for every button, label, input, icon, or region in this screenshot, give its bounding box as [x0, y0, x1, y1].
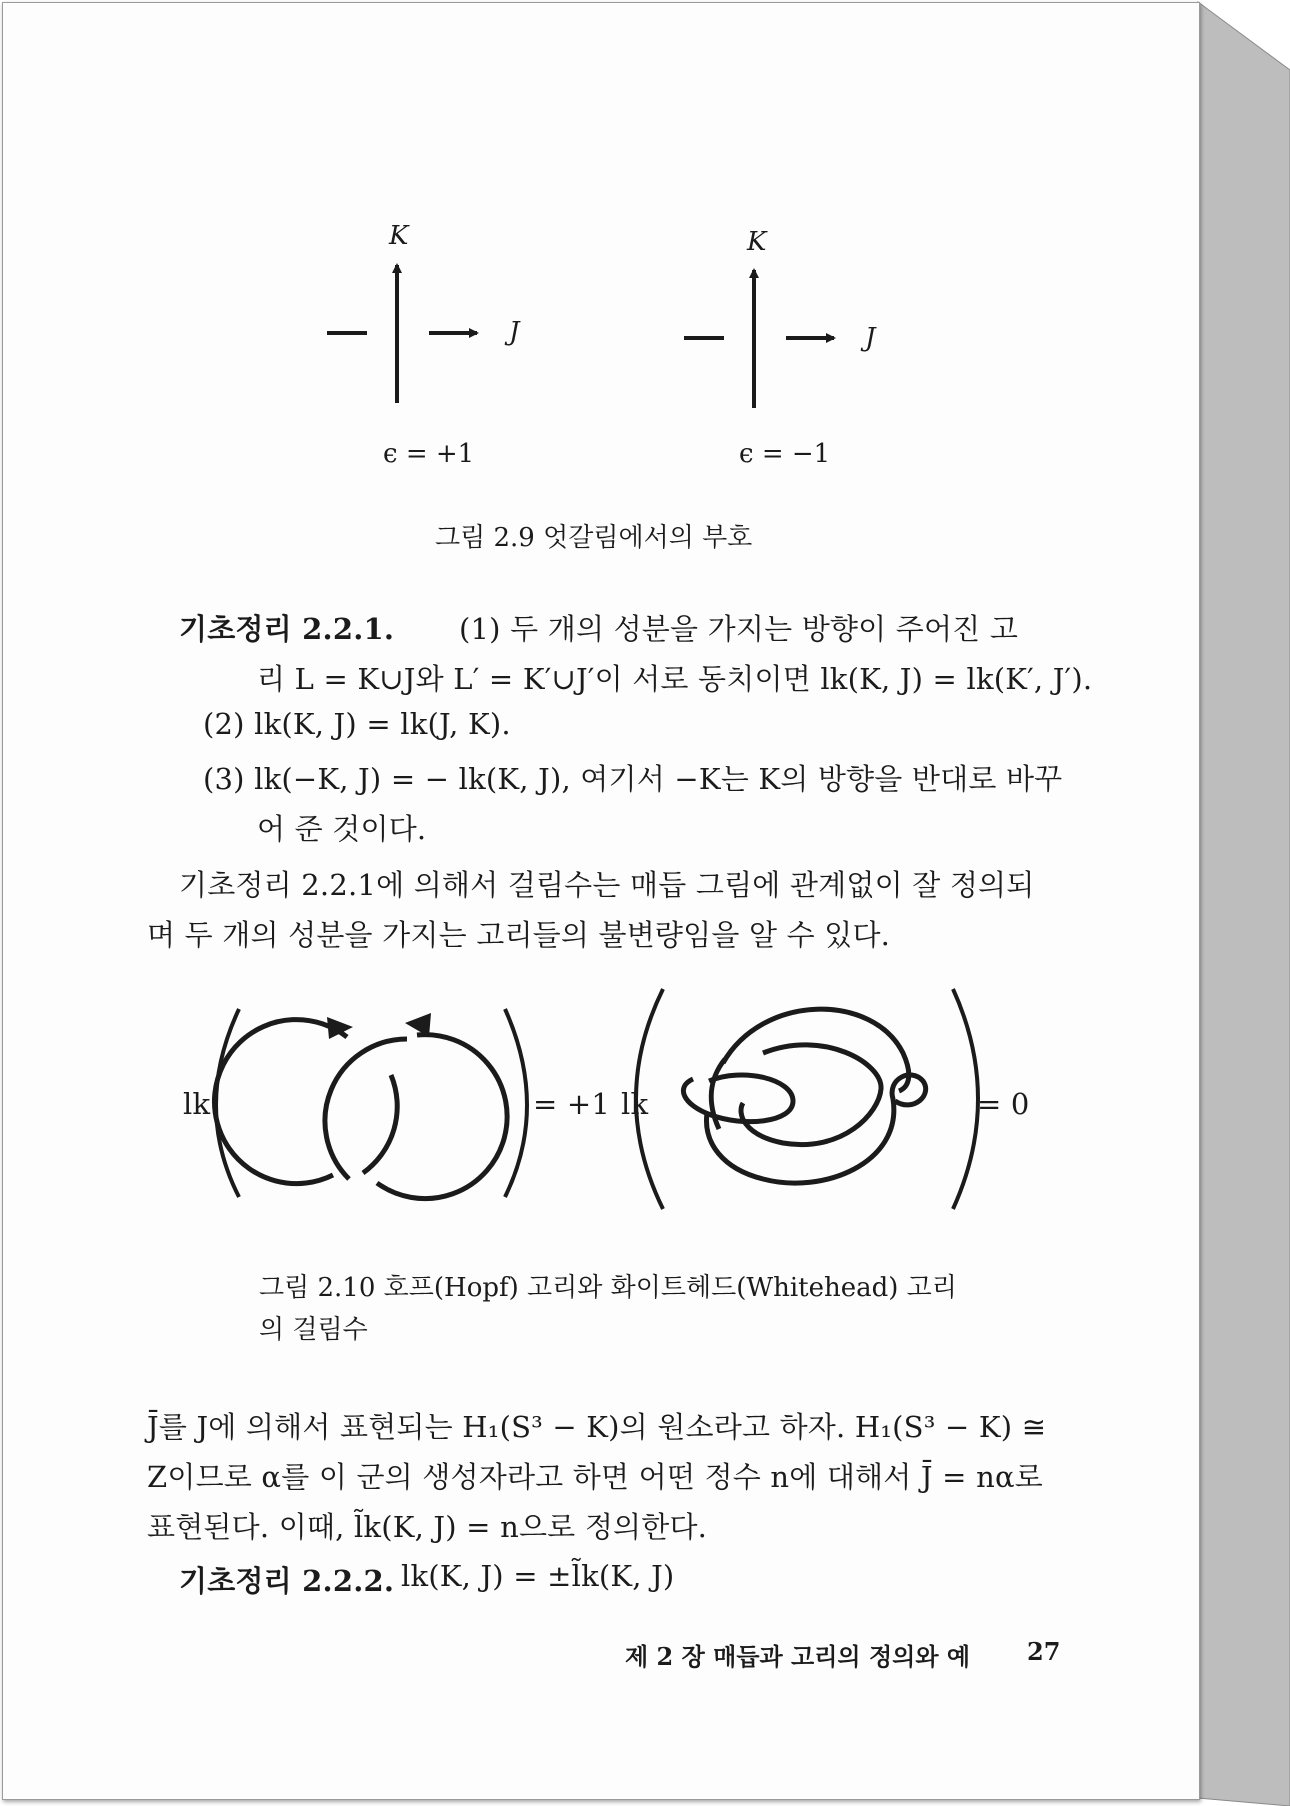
book-page — [2, 2, 1200, 1800]
hopf-arrow-1 — [327, 1017, 353, 1039]
figure-2-9-caption: 그림 2.9 엇갈림에서의 부호 — [435, 523, 753, 553]
lemma-2-2-1-item1-line2: 리 L = K∪J와 L′ = K′∪J′이 서로 동치이면 lk(K, J) = lk(K′, J′). — [257, 662, 1093, 696]
label-k-left: K — [389, 221, 409, 251]
whitehead-lk-value: = 0 — [977, 1087, 1030, 1121]
lemma-2-2-1-item2: (2) lk(K, J) = lk(J, K). — [203, 707, 511, 741]
whitehead-inner-loop — [741, 1045, 881, 1145]
running-footer: 제 2 장 매듭과 고리의 정의와 예 — [625, 1642, 971, 1671]
lemma-2-2-1-title: 기초정리 2.2.1. — [179, 612, 395, 646]
whitehead-lk-label: lk — [621, 1087, 649, 1121]
negative-crossing — [684, 270, 834, 408]
hopf-lk-value: = +1 — [533, 1087, 611, 1121]
paragraph-2-line1: J̄를 J에 의해서 표현되는 H₁(S³ − K)의 원소라고 하자. H₁(S³ − K) ≅ — [147, 1410, 1047, 1444]
page-number: 27 — [1027, 1637, 1061, 1666]
hopf-component-1-arc — [363, 1075, 397, 1173]
label-j-right: J — [865, 323, 876, 353]
figure-2-10-caption-line1: 그림 2.10 호프(Hopf) 고리와 화이트헤드(Whitehead) 고리 — [259, 1273, 957, 1303]
lemma-2-2-2-title: 기초정리 2.2.2. — [179, 1564, 395, 1598]
paragraph-1-line2: 며 두 개의 성분을 가지는 고리들의 불변량임을 알 수 있다. — [147, 918, 891, 952]
sign-left: ϵ = +1 — [383, 439, 475, 469]
paragraph-1-line1: 기초정리 2.2.1에 의해서 걸림수는 매듭 그림에 관계없이 잘 정의되 — [179, 868, 1035, 902]
crossing-diagrams — [3, 3, 1199, 423]
lemma-2-2-1-item3-line1: (3) lk(−K, J) = − lk(K, J), 여기서 −K는 K의 방향을 반대로 바꾸 — [203, 762, 1063, 796]
lemma-2-2-1-item3-line2: 어 준 것이다. — [257, 812, 427, 846]
sign-right: ϵ = −1 — [739, 439, 831, 469]
whitehead-small-ring — [683, 1075, 793, 1122]
lemma-2-2-1-item1-line1: (1) 두 개의 성분을 가지는 방향이 주어진 고 — [459, 612, 1019, 646]
hopf-lk-label: lk — [183, 1087, 211, 1121]
label-j-left: J — [509, 317, 520, 347]
hopf-component-2 — [325, 1039, 407, 1179]
lemma-2-2-2-statement: lk(K, J) = ±l̃k(K, J) — [401, 1559, 675, 1593]
whitehead-outer-bottom — [706, 1075, 925, 1183]
figure-2-10-caption-line2: 의 걸림수 — [259, 1315, 368, 1345]
label-k-right: K — [747, 227, 767, 257]
positive-crossing — [327, 265, 477, 403]
hopf-left-paren — [216, 1009, 239, 1197]
paragraph-2-line2: Z이므로 α를 이 군의 생성자라고 하면 어떤 정수 n에 대해서 J̄ = nα로 — [147, 1460, 1043, 1494]
whitehead-right-paren — [953, 989, 978, 1209]
spine-face — [1198, 2, 1290, 1806]
paragraph-2-line3: 표현된다. 이때, l̃k(K, J) = n으로 정의한다. — [147, 1510, 708, 1544]
